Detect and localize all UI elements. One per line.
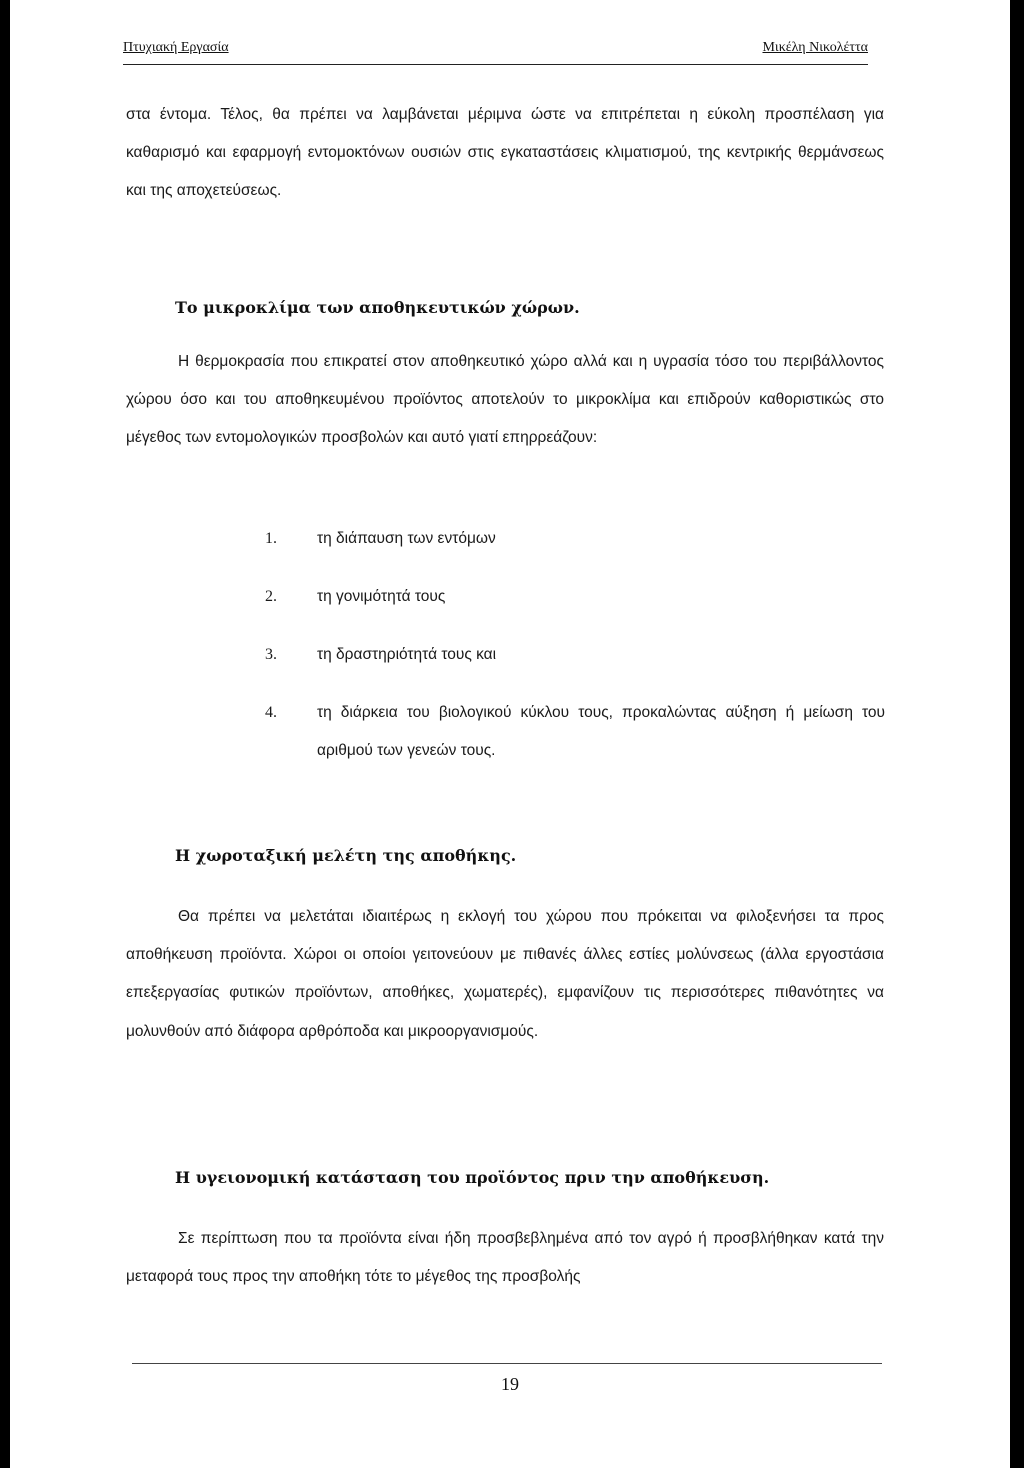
list-item	[265, 694, 885, 770]
page-number: 19	[501, 1374, 519, 1394]
paragraph-sanitary-condition: Σε περίπτωση που τα προϊόντα είναι ήδη προσβεβλημένα από τον αγρό ή προσβλήθηκαν κατά την μεταφορά τους προς την αποθήκη τότε το μέγεθος της προσβολής	[126, 1230, 884, 1286]
list-item	[265, 636, 885, 674]
effects-list	[265, 520, 885, 790]
list-item-text: τη διάπαυση των εντόμων	[317, 530, 496, 547]
footer-divider	[132, 1363, 882, 1364]
list-item-number: 2.	[265, 588, 277, 605]
header-author-name: Μικέλη Νικολέττα	[762, 40, 868, 55]
list-item-text: τη διάρκεια του βιολογικού κύκλου τους, προκαλώντας αύξηση ή μείωση του αριθμού των γενεών τους.	[317, 704, 885, 759]
list-item-number: 1.	[265, 530, 277, 547]
list-item-number: 4.	[265, 704, 277, 721]
section-heading-sanitary-condition: Η υγειονομική κατάσταση του προϊόντος πριν την αποθήκευση.	[175, 1168, 770, 1187]
section-heading-microclimate: Το μικροκλίμα των αποθηκευτικών χώρων.	[175, 298, 580, 317]
page-header	[123, 38, 868, 65]
section-heading-site-study: Η χωροταξική μελέτη της αποθήκης.	[175, 846, 517, 865]
list-item	[265, 578, 885, 616]
header-thesis-label: Πτυχιακή Εργασία	[123, 40, 229, 55]
list-item-text: τη γονιμότητά τους	[317, 588, 446, 605]
list-item-number: 3.	[265, 646, 277, 663]
document-page	[10, 0, 1010, 1468]
paragraph-microclimate: Η θερμοκρασία που επικρατεί στον αποθηκευτικό χώρο αλλά και η υγρασία τόσο του περιβάλλοντος χώρου όσο και του αποθηκευμένου προϊόντος αποτελούν το μικροκλίμα και επιδρούν καθοριστικώς στο μέγεθος των εντομολογικών προσβολών και αυτό γιατί επηρρεάζουν:	[126, 353, 884, 447]
list-item	[265, 520, 885, 558]
list-item-text: τη δραστηριότητά τους και	[317, 646, 497, 663]
paragraph-cleaning-access: στα έντομα. Τέλος, θα πρέπει να λαμβάνεται μέριμνα ώστε να επιτρέπεται η εύκολη προσπέλαση για καθαρισμό και εφαρμογή εντομοκτόνων ουσιών στις εγκαταστάσεις κλιματισμού, της κεντρικής θερμάνσεως και της αποχετεύσεως.	[126, 106, 884, 200]
paragraph-site-study: Θα πρέπει να μελετάται ιδιαιτέρως η εκλογή του χώρου που πρόκειται να φιλοξενήσει τα προς αποθήκευση προϊόντα. Χώροι οι οποίοι γειτονεύουν με πιθανές άλλες εστίες μολύνσεως (άλλα εργοστάσια επεξεργασίας φυτικών προϊόντων, αποθήκες, χωματερές), εμφανίζουν τις περισσότερες πιθανότητες να μολυνθούν από διάφορα αρθρόποδα και μικροοργανισμούς.	[126, 908, 884, 1040]
